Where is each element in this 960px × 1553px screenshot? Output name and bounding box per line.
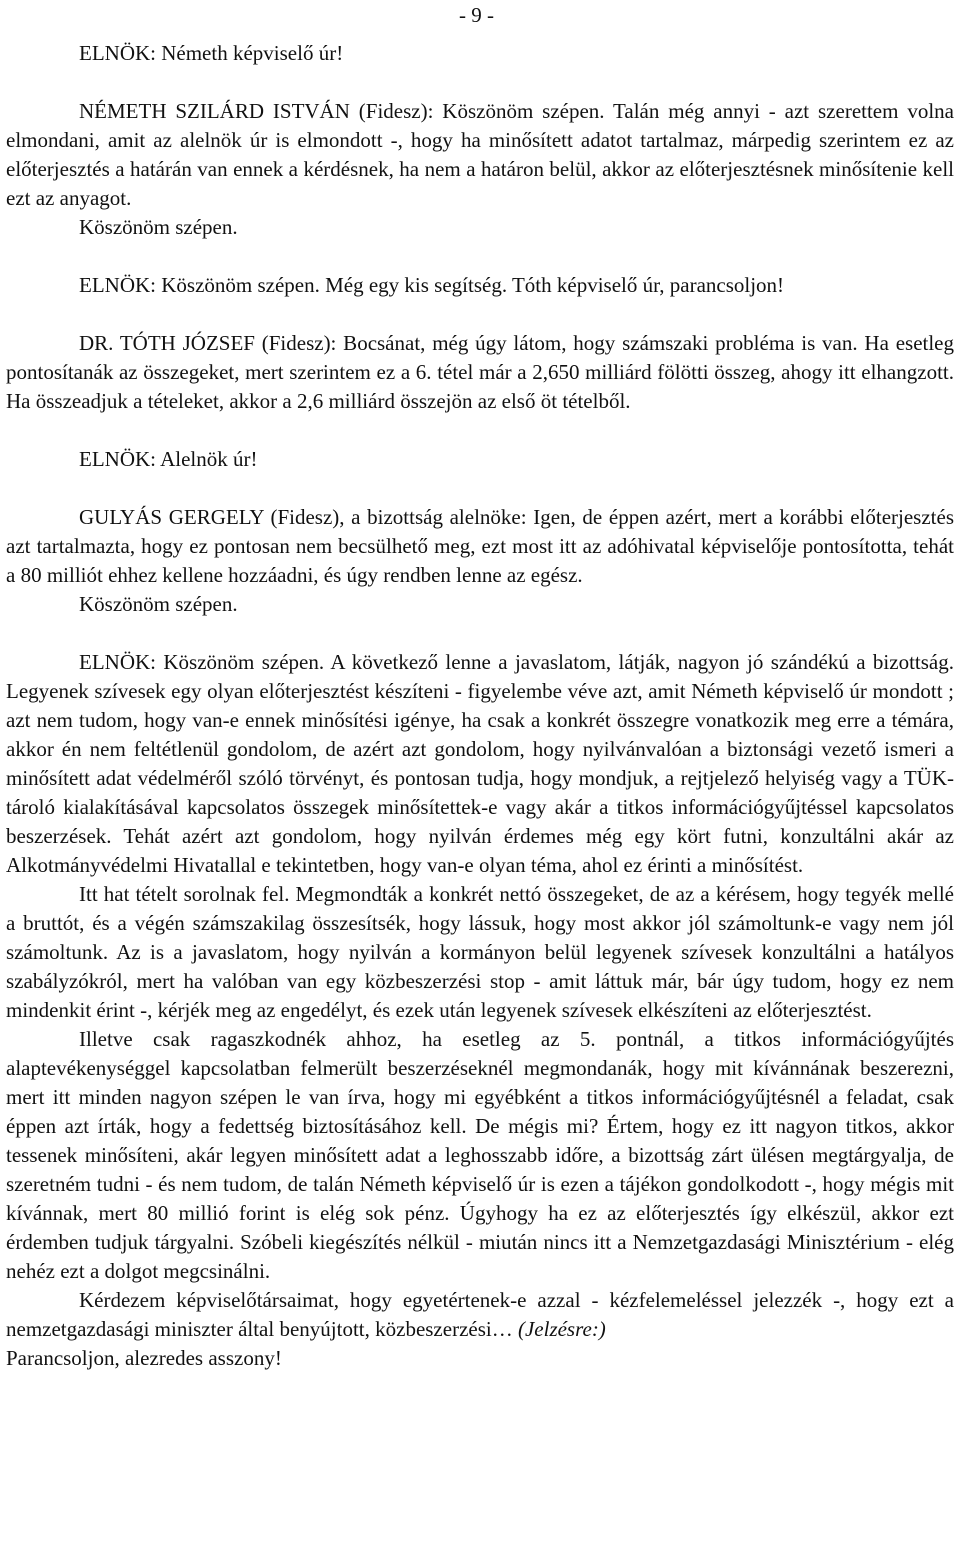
paragraph-vote	[6, 1286, 954, 1344]
paragraph-closing: Parancsoljon, alezredes asszony!	[6, 1346, 282, 1370]
paragraph-gulyas: GULYÁS GERGELY (Fidesz), a bizottság alelnöke: Igen, de éppen azért, mert a korábbi előterjesztés azt tartalmazta, hogy ez pontosan nem becsülhető meg, ezt most itt az adóhivatal képviselője pontosította, tehát a 80 milliót ehhez kellene hozzáadni, és úgy rendben lenne az egész.	[6, 505, 954, 587]
paragraph-chair-1: ELNÖK: Németh képviselő úr!	[79, 41, 344, 65]
paragraph-toth: DR. TÓTH JÓZSEF (Fidesz): Bocsánat, még úgy látom, hogy számszaki probléma is van. Ha esetleg pontosítanák az összegeket, mert szerintem ez a 6. tétel már a 2,650 milliárd fölötti összeg, ahogy itt elhangzott. Ha összeadjuk a tételeket, akkor a 2,6 milliárd összejön az első öt tételből.	[6, 331, 954, 413]
paragraph-thanks-1: Köszönöm szépen.	[79, 215, 238, 239]
paragraph-chair-4: ELNÖK: Köszönöm szépen. A következő lenne a javaslatom, látják, nagyon jó szándékú a bizottság. Legyenek szívesek egy olyan előterjesztést készíteni - figyelembe véve azt, amit Németh képviselő úr mondott ; azt nem tudom, hogy van-e ennek minősítési igénye, ha csak a konkrét összegre vonatkozik meg erre a témára, akkor én nem feltétlenül gondolom, de azért azt gondolom, hogy nyilvánvalóan a biztonsági vezető ismeri a minősített adat védelméről szóló törvényt, és pontosan tudja, hogy mondjuk, a rejtjelező helyiség vagy a TÜK-tároló kialakításával kapcsolatos összegek minősítettek-e vagy akár a titkos információgyűjtéssel kapcsolatos beszerzések. Tehát azért azt gondolom, hogy nyilván érdemes még egy kört futni, konzultálni akár az Alkotmányvédelmi Hivatallal e tekintetben, hogy van-e olyan téma, ahol ez érinti a minősítést.	[6, 650, 954, 877]
paragraph-info-gathering: Illetve csak ragaszkodnék ahhoz, ha esetleg az 5. pontnál, a titkos információgyűjtés alaptevékenységgel kapcsolatban felmerült beszerzéseknél megmondanák, hogy mit kívánnának beszerezni, mert itt minden nagyon szépen le van írva, hogy mi egyébként a titkos információgyűjtésnél a feladat, csak éppen azt írták, hogy a fedettség biztosításához kell. De mégis mi? Értem, hogy ez itt nagyon titkos, akkor tessenek minősíteni, akár legyen minősített adat a leghosszabb időre, a bizottság zárt ülésen megtárgyalja, de szeretném tudni - és nem tudom, de talán Németh képviselő úr is ezen a tájékon gondolkodott -, hogy mégis mit kívánnak, mert 80 millió forint is elég sok pénz. Úgyhogy ha ez az előterjesztés így elkészül, akkor ezt érdemben tudjuk tárgyalni. Szóbeli kiegészítés nélkül - miután nincs itt a Nemzetgazdasági Minisztérium - elég nehéz ezt a dolgot megcsinálni.	[6, 1027, 954, 1283]
paragraph-nemeth: NÉMETH SZILÁRD ISTVÁN (Fidesz): Köszönöm szépen. Talán még annyi - azt szerettem volna elmondani, amit az alelnök úr is elmondott -, hogy ha minősített adatot tartalmaz, márpedig szerintem ez az előterjesztés a határán van ennek a kérdésnek, ha nem a határon belül, akkor az előterjesztésnek minősítenie kell ezt az anyagot.	[6, 99, 954, 210]
document-body	[6, 0, 954, 1373]
paragraph-thanks-2: Köszönöm szépen.	[79, 592, 238, 616]
page-number: - 9 -	[459, 3, 494, 27]
vote-question: Kérdezem képviselőtársaimat, hogy egyetértenek-e azzal - kézfelemeléssel jelezzék -, hogy ezt a nemzetgazdasági miniszter által benyújtott, közbeszerzési…	[6, 1288, 954, 1341]
paragraph-items: Itt hat tételt sorolnak fel. Megmondták a konkrét nettó összegeket, de az a kérésem, hogy tegyék mellé a bruttót, és a végén számszakilag összesítsék, hogy lássuk, hogy most akkor jól számoltunk-e vagy nem jól számoltunk. Az is a javaslatom, hogy nyilván a kormányon belül legyenek szívesek konzultálni a hatályos szabályzókról, mert ha valóban van egy közbeszerzési stop - amit láttuk már, bár úgy tudom, hogy ez nem mindenkit érint -, kérjék meg az engedélyt, és ezek után legyenek szívesek elkészíteni az előterjesztést.	[6, 882, 954, 1022]
paragraph-chair-3: ELNÖK: Alelnök úr!	[79, 447, 258, 471]
stage-direction: (Jelzésre:)	[517, 1317, 606, 1341]
paragraph-chair-2: ELNÖK: Köszönöm szépen. Még egy kis segítség. Tóth képviselő úr, parancsoljon!	[79, 273, 785, 297]
